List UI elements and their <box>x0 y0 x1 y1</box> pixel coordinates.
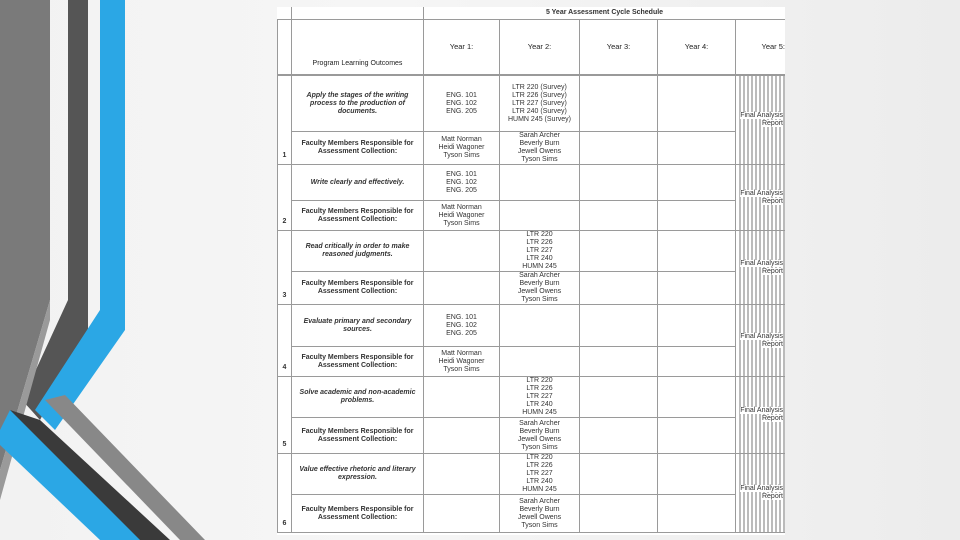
outcome-number: 6 <box>278 454 292 533</box>
year1-faculty <box>424 418 500 454</box>
year2-courses: LTR 220 LTR 226 LTR 227 LTR 240 HUMN 245 <box>500 454 580 495</box>
year5-report: Final Analysis Report <box>736 165 786 231</box>
year5-report: Final Analysis Report <box>736 377 786 454</box>
year2-courses <box>500 165 580 201</box>
faculty-label: Faculty Members Responsible for Assessment Collection: <box>292 132 424 165</box>
year1-courses: ENG. 101 ENG. 102 ENG. 205 <box>424 76 500 132</box>
year3-cell <box>580 305 658 347</box>
year1-faculty: Matt Norman Heidi Wagoner Tyson Sims <box>424 132 500 165</box>
year3-cell <box>580 231 658 272</box>
year-header: Year 4: <box>658 20 736 75</box>
year3-cell <box>580 495 658 533</box>
year4-cell <box>658 305 736 347</box>
year1-courses <box>424 231 500 272</box>
year1-faculty <box>424 495 500 533</box>
year1-faculty <box>424 272 500 305</box>
year-header: Year 1: <box>424 20 500 75</box>
year1-faculty: Matt Norman Heidi Wagoner Tyson Sims <box>424 347 500 377</box>
year5-report: Final Analysis Report <box>736 305 786 377</box>
year2-courses: LTR 220 LTR 226 LTR 227 LTR 240 HUMN 245 <box>500 231 580 272</box>
year4-cell <box>658 377 736 418</box>
year4-cell <box>658 132 736 165</box>
outcome-rows <box>277 75 785 533</box>
year3-cell <box>580 201 658 231</box>
year4-cell <box>658 231 736 272</box>
year4-cell <box>658 347 736 377</box>
outcome-text: Read critically in order to make reasoned judgments. <box>292 231 424 272</box>
year3-cell <box>580 76 658 132</box>
outcome-text: Solve academic and non-academic problems. <box>292 377 424 418</box>
year3-cell <box>580 272 658 305</box>
outcome-number: 3 <box>278 231 292 305</box>
assessment-schedule-sheet <box>277 7 785 535</box>
year3-cell <box>580 454 658 495</box>
year2-courses: LTR 220 LTR 226 LTR 227 LTR 240 HUMN 245 <box>500 377 580 418</box>
year1-courses: ENG. 101 ENG. 102 ENG. 205 <box>424 165 500 201</box>
year3-cell <box>580 377 658 418</box>
faculty-label: Faculty Members Responsible for Assessment Collection: <box>292 272 424 305</box>
year1-faculty: Matt Norman Heidi Wagoner Tyson Sims <box>424 201 500 231</box>
outcome-number: 5 <box>278 377 292 454</box>
year2-faculty: Sarah Archer Beverly Burn Jewell Owens Tyson Sims <box>500 495 580 533</box>
year3-cell <box>580 132 658 165</box>
year4-cell <box>658 201 736 231</box>
year2-courses <box>500 305 580 347</box>
year1-courses <box>424 377 500 418</box>
outcome-text: Write clearly and effectively. <box>292 165 424 201</box>
year-header: Year 2: <box>500 20 580 75</box>
year1-courses <box>424 454 500 495</box>
year3-cell <box>580 165 658 201</box>
outcomes-header: Program Learning Outcomes <box>292 20 424 75</box>
year2-courses: LTR 220 (Survey) LTR 226 (Survey) LTR 227 (Survey) LTR 240 (Survey) HUMN 245 (Survey) <box>500 76 580 132</box>
year2-faculty: Sarah Archer Beverly Burn Jewell Owens Tyson Sims <box>500 132 580 165</box>
outcome-number: 1 <box>278 76 292 165</box>
outcome-text: Value effective rhetoric and literary expression. <box>292 454 424 495</box>
outcome-number: 4 <box>278 305 292 377</box>
year-header: Year 3: <box>580 20 658 75</box>
schedule-table <box>277 7 785 75</box>
faculty-label: Faculty Members Responsible for Assessment Collection: <box>292 418 424 454</box>
outcome-number: 2 <box>278 165 292 231</box>
year2-faculty <box>500 347 580 377</box>
schedule-title: 5 Year Assessment Cycle Schedule <box>424 7 786 20</box>
outcome-text: Evaluate primary and secondary sources. <box>292 305 424 347</box>
year5-report: Final Analysis Report <box>736 231 786 305</box>
year2-faculty: Sarah Archer Beverly Burn Jewell Owens Tyson Sims <box>500 272 580 305</box>
outcome-text: Apply the stages of the writing process to the production of documents. <box>292 76 424 132</box>
year1-courses: ENG. 101 ENG. 102 ENG. 205 <box>424 305 500 347</box>
year4-cell <box>658 165 736 201</box>
year5-report: Final Analysis Report <box>736 454 786 533</box>
year2-faculty <box>500 201 580 231</box>
year4-cell <box>658 454 736 495</box>
year5-report: Final Analysis Report <box>736 76 786 165</box>
year4-cell <box>658 495 736 533</box>
faculty-label: Faculty Members Responsible for Assessment Collection: <box>292 201 424 231</box>
year4-cell <box>658 272 736 305</box>
year4-cell <box>658 76 736 132</box>
faculty-label: Faculty Members Responsible for Assessment Collection: <box>292 347 424 377</box>
year3-cell <box>580 418 658 454</box>
faculty-label: Faculty Members Responsible for Assessment Collection: <box>292 495 424 533</box>
year4-cell <box>658 418 736 454</box>
decorative-stripes <box>0 0 260 540</box>
year-header: Year 5: <box>736 20 786 75</box>
year3-cell <box>580 347 658 377</box>
year2-faculty: Sarah Archer Beverly Burn Jewell Owens Tyson Sims <box>500 418 580 454</box>
